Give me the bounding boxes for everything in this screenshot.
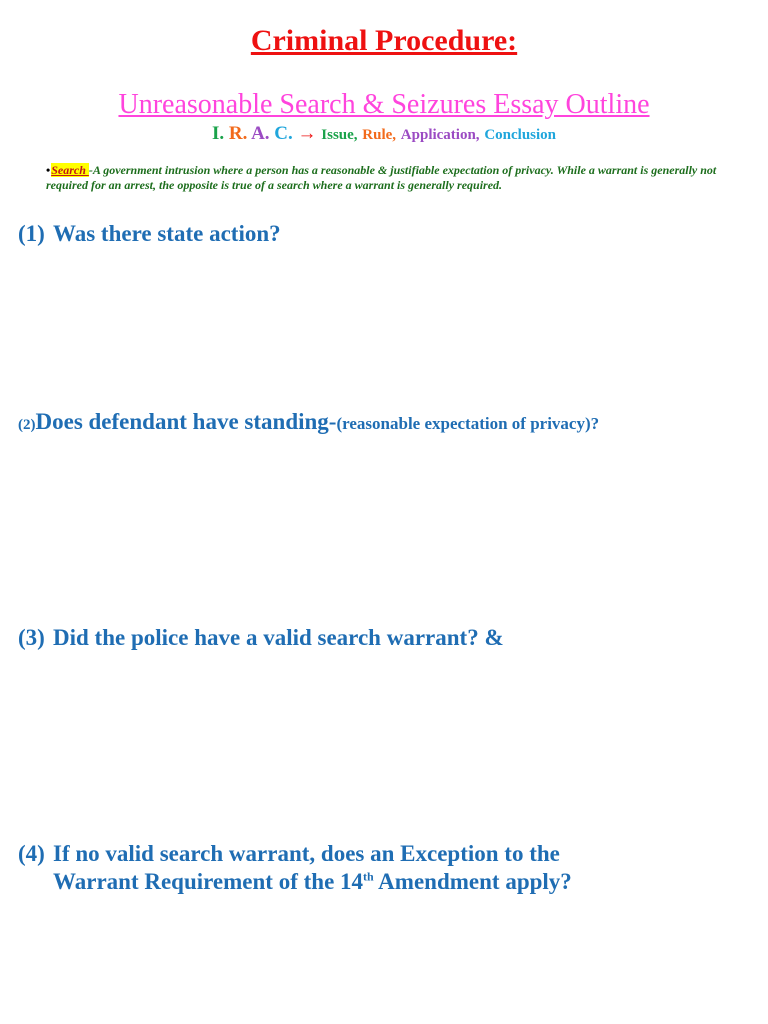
irac-word-conclusion: Conclusion bbox=[484, 127, 557, 143]
question-1-number: (1) bbox=[18, 221, 45, 246]
irac-word-issue: Issue, bbox=[321, 127, 358, 143]
question-3 bbox=[18, 624, 758, 652]
question-4-line-2-a: Warrant Requirement of the 14 bbox=[53, 869, 364, 894]
question-1-text: Was there state action? bbox=[53, 221, 281, 246]
search-definition bbox=[46, 163, 746, 192]
definition-term: Search bbox=[51, 163, 89, 177]
question-2-subtext: (reasonable expectation of privacy)? bbox=[336, 414, 600, 433]
irac-letter-i: I. bbox=[211, 123, 225, 144]
question-4-line-2 bbox=[18, 868, 758, 896]
irac-letter-r: R. bbox=[228, 123, 248, 144]
question-4-number: (4) bbox=[18, 841, 45, 866]
irac-word-application: Application, bbox=[400, 127, 480, 143]
arrow-right-icon: → bbox=[297, 123, 317, 144]
irac-word-rule: Rule, bbox=[362, 127, 397, 143]
bullet-icon: • bbox=[46, 163, 51, 177]
question-4-superscript: th bbox=[363, 869, 374, 884]
definition-text: -A government intrusion where a person has a reasonable & justifiable expectation of privacy. While a warrant is generally not required for an arrest, the opposite is true of a search where a warrant is generally required. bbox=[46, 163, 717, 192]
irac-legend bbox=[0, 123, 768, 145]
question-2-text: Does defendant have standing- bbox=[35, 409, 337, 434]
question-4-line-2-b: Amendment apply? bbox=[373, 869, 572, 894]
irac-letter-c: C. bbox=[274, 123, 293, 144]
question-2-number: (2) bbox=[18, 417, 36, 433]
page-subtitle: Unreasonable Search & Seizures Essay Outline bbox=[118, 89, 650, 120]
question-2 bbox=[18, 408, 758, 439]
question-3-text: Did the police have a valid search warrant? & bbox=[53, 625, 504, 650]
question-3-number: (3) bbox=[18, 625, 45, 650]
question-1 bbox=[18, 220, 758, 248]
question-4 bbox=[18, 840, 758, 896]
question-4-line-1: If no valid search warrant, does an Exception to the bbox=[53, 841, 560, 866]
irac-letter-a: A. bbox=[251, 123, 270, 144]
page-title: Criminal Procedure: bbox=[250, 24, 518, 57]
